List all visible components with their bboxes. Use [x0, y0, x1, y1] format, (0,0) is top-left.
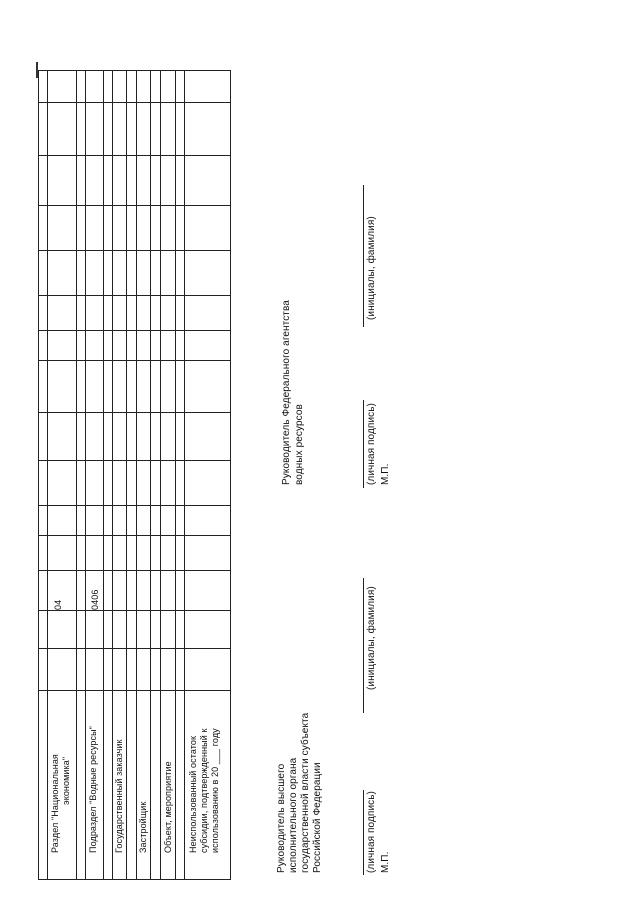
left-title-line-2: исполнительного органа — [288, 757, 299, 873]
left-title-line-1: Руководитель высшего — [276, 763, 287, 873]
row-object-label: Объект, мероприятие — [163, 761, 173, 853]
row-section-code: 04 — [53, 599, 63, 610]
row-section-label-2: экономика" — [61, 756, 71, 805]
right-initials-line — [363, 185, 364, 327]
right-stamp: М.П. — [380, 463, 391, 485]
row-remainder-label-3: использованию в 20 ___ году — [210, 728, 220, 853]
left-signature-line — [363, 790, 364, 875]
row-remainder-label-2: субсидии, подтвержденный к — [199, 728, 209, 853]
right-title-line-2: водных ресурсов — [294, 404, 305, 485]
right-initials: (инициалы, фамилия) — [366, 216, 377, 320]
row-remainder-label-1: Неиспользованный остаток — [188, 735, 198, 853]
row-builder-label: Застройщик — [138, 801, 148, 853]
row-subsection-code: 0406 — [90, 589, 100, 610]
right-title-line-1: Руководитель Федерального агентства — [281, 300, 292, 485]
left-title-line-4: Российской Федерации — [312, 762, 323, 873]
row-customer-label: Государственный заказчик — [114, 739, 124, 853]
left-initials-line — [363, 578, 364, 713]
left-title-line-3: государственной власти субъекта — [300, 712, 311, 873]
row-subsection-label: Подраздел "Водные ресурсы" — [88, 726, 98, 853]
left-personal-signature: (личная подпись) — [366, 791, 377, 873]
right-signature-line — [363, 400, 364, 488]
row-section-label-1: Раздел "Национальная — [50, 754, 60, 853]
left-stamp: М.П. — [380, 851, 391, 873]
left-initials: (инициалы, фамилия) — [366, 586, 377, 690]
right-personal-signature: (личная подпись) — [366, 403, 377, 485]
